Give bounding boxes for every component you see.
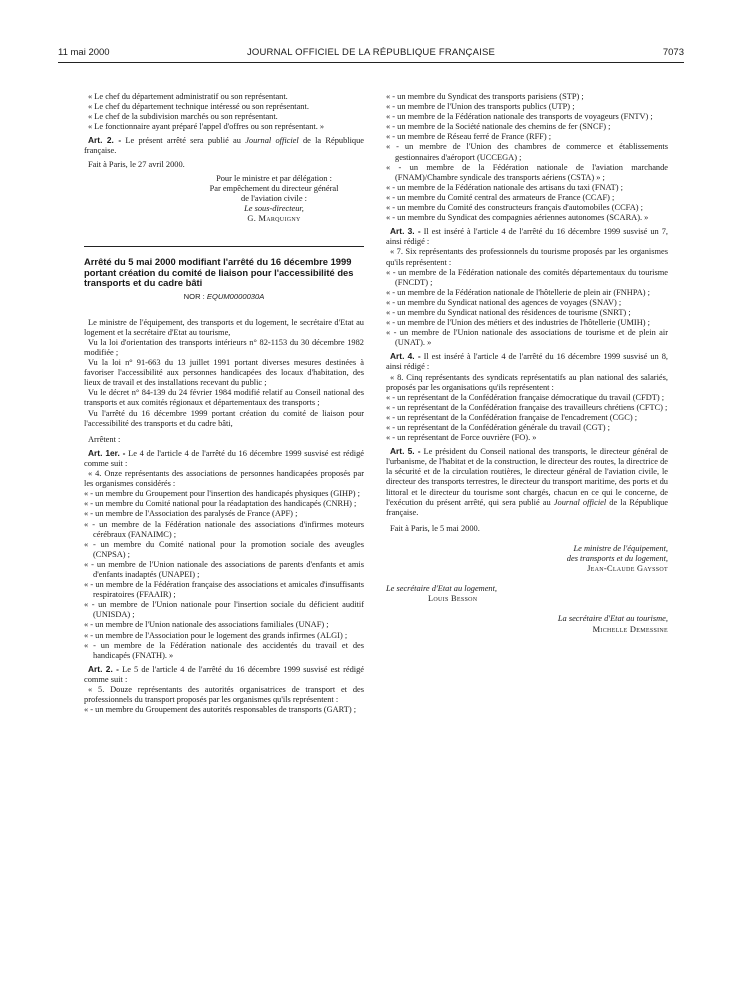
list-item: « - un membre de l'Union des transports publics (UTP) ; [386,102,575,112]
fait-a-paris: Fait à Paris, le 27 avril 2000. [88,159,185,169]
list-item: « - un membre du Comité des constructeurs français d'automobiles (CCFA) ; [386,203,643,213]
article-intro: « 8. Cinq représentants des syndicats représentatifs au plan national des salariés, proposés par les organisations qu'ils représentent : [386,372,668,392]
list-item: « - un membre de la Fédération nationale de l'hôtellerie de plein air (FNHPA) ; [386,287,651,297]
list-item: « - un membre de la Fédération nationale des accidentés du travail et des handicapés (FNATH). » [84,640,364,660]
list-item: « - un membre du Groupement des autorités responsables de transports (GART) ; [84,705,357,715]
section-divider [84,246,364,247]
fait-a-paris: Fait à Paris, le 5 mai 2000. [390,523,480,533]
signatory-name: Jean-Claude Gayssot [587,564,668,574]
article-2-paragraph: Art. 2. - Le 5 de l'article 4 de l'arrêté du 16 décembre 1999 susvisé est rédigé comme suit : [84,663,364,684]
right-column [386,92,668,635]
list-item: « Le chef du département technique intéressé ou son représentant. [88,102,309,112]
header-date: 11 mai 2000 [58,47,110,58]
list-item: « - un représentant de la Confédération générale du travail (CGT) ; [386,423,610,432]
article-3-paragraph: Art. 3. - Il est inséré à l'article 4 de l'arrêté du 16 décembre 1999 susvisé un 7, ainsi rédigé : [386,226,668,247]
arretent: Arrêtent : [88,434,121,444]
header-rule [58,62,684,63]
list-item: « - un membre de l'Association des paralysés de France (APF) ; [84,509,298,519]
list-item: « - un représentant de la Confédération française des travailleurs chrétiens (CFTC) ; [386,402,668,412]
list-item: « - un membre de la Fédération nationale des transports de voyageurs (FNTV) ; [386,112,653,122]
list-item: « - un membre du Syndicat national des résidences de tourisme (SNRT) ; [386,307,631,317]
left-column [84,92,364,715]
page-header [58,47,684,61]
list-item: « - un membre de l'Union nationale des associations familiales (UNAF) ; [84,620,329,630]
preamble-line: Vu la loi n° 91-663 du 13 juillet 1991 portant diverses mesures destinées à favoriser l'accessibilité aux personnes handicapées des locaux d'habitation, des lieux de travail et des installations recevant du public ; [84,358,364,388]
article-4-paragraph: Art. 4. - Il est inséré à l'article 4 de l'arrêté du 16 décembre 1999 susvisé un 8, ainsi rédigé : [386,351,668,372]
article-2-paragraph: Art. 2. - Le présent arrêté sera publié au Journal officiel de la République française. [84,135,364,156]
article-intro: « 5. Douze représentants des autorités organisatrices de transport et des professionnels du transport proposés par les organismes qu'ils représentent : [84,685,364,705]
list-item: « - un membre du Syndicat des compagnies aériennes autonomes (SCARA). » [386,213,649,223]
list-item: « - un représentant de la Confédération française démocratique du travail (CFDT) ; [386,392,665,402]
header-title: JOURNAL OFFICIEL DE LA RÉPUBLIQUE FRANÇAISE [246,47,496,58]
list-item: « - un membre de l'Union nationale des associations de tourisme et de plein air (UNAT). » [386,328,668,348]
list-item: « - un représentant de Force ouvrière (FO). » [386,433,537,443]
list-item: « Le chef de la subdivision marchés ou son représentant. [88,112,278,122]
signatory-name: Michelle Demessine [592,624,668,634]
list-item: « - un membre du Syndicat national des agences de voyages (SNAV) ; [386,297,622,307]
article-intro: « 4. Onze représentants des associations de personnes handicapées proposés par les organismes considérés : [84,469,364,489]
list-item: « - un membre de la Fédération nationale des artisans du taxi (FNAT) ; [386,182,623,192]
list-item: « - un membre du Comité central des armateurs de France (CCAF) ; [386,192,615,202]
signature-housing: Le secrétaire d'Etat au logement, Louis Besson [386,584,668,604]
list-item: « - un membre de l'Union nationale des associations de parents d'enfants et amis d'enfants inadaptés (UNAPEI) ; [84,559,364,579]
list-item: « Le fonctionnaire ayant préparé l'appel d'offres ou son représentant. » [88,122,325,132]
article-number: Art. 2. - [88,135,122,146]
list-item: « - un membre de l'Union des métiers et des industries de l'hôtellerie (UMIH) ; [386,318,650,328]
article-intro: « 7. Six représentants des professionnels du tourisme proposés par les organismes qu'ils représentent : [386,247,668,267]
nor-reference: NOR : EQUM0000030A [183,291,265,301]
list-item: « Le chef du département administratif ou son représentant. [88,92,288,101]
signatory-name: G. Marquigny [247,214,301,224]
list-item: « - un membre du Comité national pour la réadaptation des handicapés (CNRH) ; [84,499,357,509]
preamble-line: Vu le décret n° 84-139 du 24 février 1984 modifié relatif au Conseil national des transports et aux comités régionaux et départementaux des transports ; [84,388,364,408]
signature-block: Pour le ministre et par délégation : Par empêchement du directeur général de l'aviation civile : Le sous-directeur, G. Marquigny [184,174,364,224]
signature-tourism: La secrétaire d'Etat au tourisme, Michelle Demessine [386,614,668,634]
decree-heading: Arrêté du 5 mai 2000 modifiant l'arrêté du 16 décembre 1999 portant création du comité de liaison pour l'accessibilité des transports et du cadre bâti [84,256,354,289]
article-1-paragraph: Art. 1er. - Le 4 de l'article 4 de l'arrêté du 16 décembre 1999 susvisé est rédigé comme suit : [84,447,365,468]
article-5-paragraph: Art. 5. - Le président du Conseil national des transports, le directeur général de l'urbanisme, de l'habitat et de la construction, le directeur des routes, la directrice de la sécurité et de la circulation routières, le directeur général de l'aviation civile, le directeur des transports terrestres, le directeur du transport maritime, des ports et du littoral et le directeur du tourisme sont chargés, chacun en ce qui le concerne, de l'exécution du présent arrêté, qui sera publié au Journal officiel de la République française. [386,446,669,517]
list-item: « - un membre du Groupement pour l'insertion des handicapés physiques (GIHP) ; [84,489,360,499]
list-item: « - un membre de l'Union nationale pour l'insertion sociale du déficient auditif (UNISDA) ; [84,600,364,620]
signature-minister: Le ministre de l'équipement, des transports et du logement, Jean-Claude Gayssot [386,544,668,574]
list-item: « - un membre de la Fédération nationale des comités départementaux du tourisme (FNCDT) ; [386,267,668,287]
list-item: « - un membre de Réseau ferré de France (RFF) ; [386,132,552,142]
list-item: « - un membre de la Société nationale des chemins de fer (SNCF) ; [386,122,611,132]
preamble-line: Vu la loi d'orientation des transports intérieurs n° 82-1153 du 30 décembre 1982 modifiée ; [84,337,364,357]
list-item: « - un membre de la Fédération nationale de l'aviation marchande (FNAM)/Chambre syndicale des transports aériens (CSTA) » ; [386,162,668,182]
list-item: « - un membre du Comité national pour la promotion sociale des aveugles (CNPSA) ; [84,539,364,559]
list-item: « - un membre du Syndicat des transports parisiens (STP) ; [386,92,584,101]
list-item: « - un représentant de la Confédération française de l'encadrement (CGC) ; [386,412,638,422]
signatory-name: Louis Besson [428,594,478,604]
list-item: « - un membre de la Fédération nationale des associations d'infirmes moteurs cérébraux (FANAIMC) ; [84,519,364,539]
preamble-line: Vu l'arrêté du 16 décembre 1999 portant création du comité de liaison pour l'accessibilité des transports et du cadre bâti, [84,408,364,428]
list-item: « - un membre de l'Association pour le logement des grands infirmes (ALGI) ; [84,630,348,640]
list-item: « - un membre de la Fédération française des associations et amicales d'insuffisants respiratoires (FFAAIR) ; [84,580,364,600]
preamble-line: Le ministre de l'équipement, des transports et du logement, le secrétaire d'Etat au logement et la secrétaire d'Etat au tourisme, [84,317,364,337]
list-item: « - un membre de l'Union des chambres de commerce et établissements gestionnaires d'aéroport (UCCEGA) ; [386,142,668,162]
header-page-number: 7073 [662,47,684,58]
